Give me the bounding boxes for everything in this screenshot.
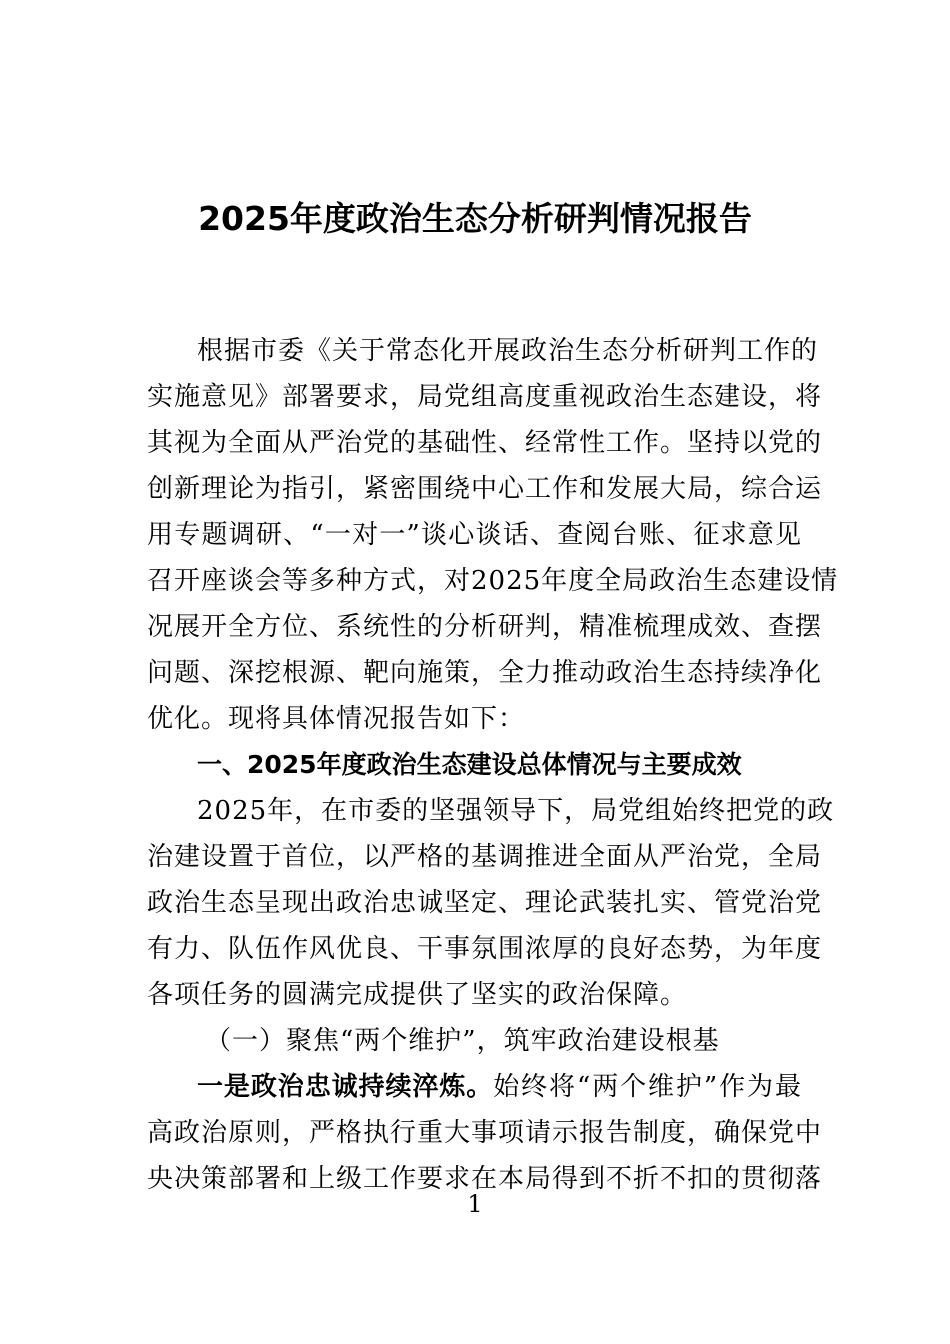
intro-line: 其视为全面从严治党的基础性、经常性工作。坚持以党的 <box>147 428 823 458</box>
section-line: 治建设置于首位，以严格的基调推进全面从严治党，全局 <box>147 842 823 872</box>
section-line: 各项任务的圆满完成提供了坚实的政治保障。 <box>147 980 688 1010</box>
intro-line: 创新理论为指引，紧密围绕中心工作和发展大局，综合运 <box>147 474 823 504</box>
document-title: 2025年度政治生态分析研判情况报告 <box>198 199 752 238</box>
point-line: 央决策部署和上级工作要求在本局得到不折不扣的贯彻落 <box>147 1164 823 1194</box>
point-line <box>197 1064 802 1110</box>
section-line: 有力、队伍作风优良、干事氛围浓厚的良好态势，为年度 <box>147 934 823 964</box>
intro-line: 根据市委《关于常态化开展政治生态分析研判工作的 <box>197 336 819 366</box>
point-line: 高政治原则，严格执行重大事项请示报告制度，确保党中 <box>147 1118 823 1148</box>
intro-line: 问题、深挖根源、靶向施策，全力推动政治生态持续净化 <box>147 658 823 688</box>
point-text: 始终将“两个维护”作为最 <box>493 1072 802 1102</box>
section-heading: 一、2025年度政治生态建设总体情况与主要成效 <box>197 750 742 779</box>
subsection-heading: （一）聚焦“两个维护”，筑牢政治建设根基 <box>205 1026 720 1056</box>
intro-line: 实施意见》部署要求，局党组高度重视政治生态建设，将 <box>147 382 823 412</box>
page-number: 1 <box>467 1190 483 1218</box>
intro-line: 召开座谈会等多种方式，对2025年度全局政治生态建设情 <box>147 566 839 596</box>
section-line: 2025年，在市委的坚强领导下，局党组始终把党的政 <box>197 796 835 826</box>
intro-line: 况展开全方位、系统性的分析研判，精准梳理成效、查摆 <box>147 612 823 642</box>
intro-line: 优化。现将具体情况报告如下： <box>147 704 526 734</box>
point-lead: 一是政治忠诚持续淬炼。 <box>197 1072 494 1102</box>
intro-line: 用专题调研、“一对一”谈心谈话、查阅台账、征求意见 <box>147 520 802 550</box>
section-line: 政治生态呈现出政治忠诚坚定、理论武装扎实、管党治党 <box>147 888 823 918</box>
